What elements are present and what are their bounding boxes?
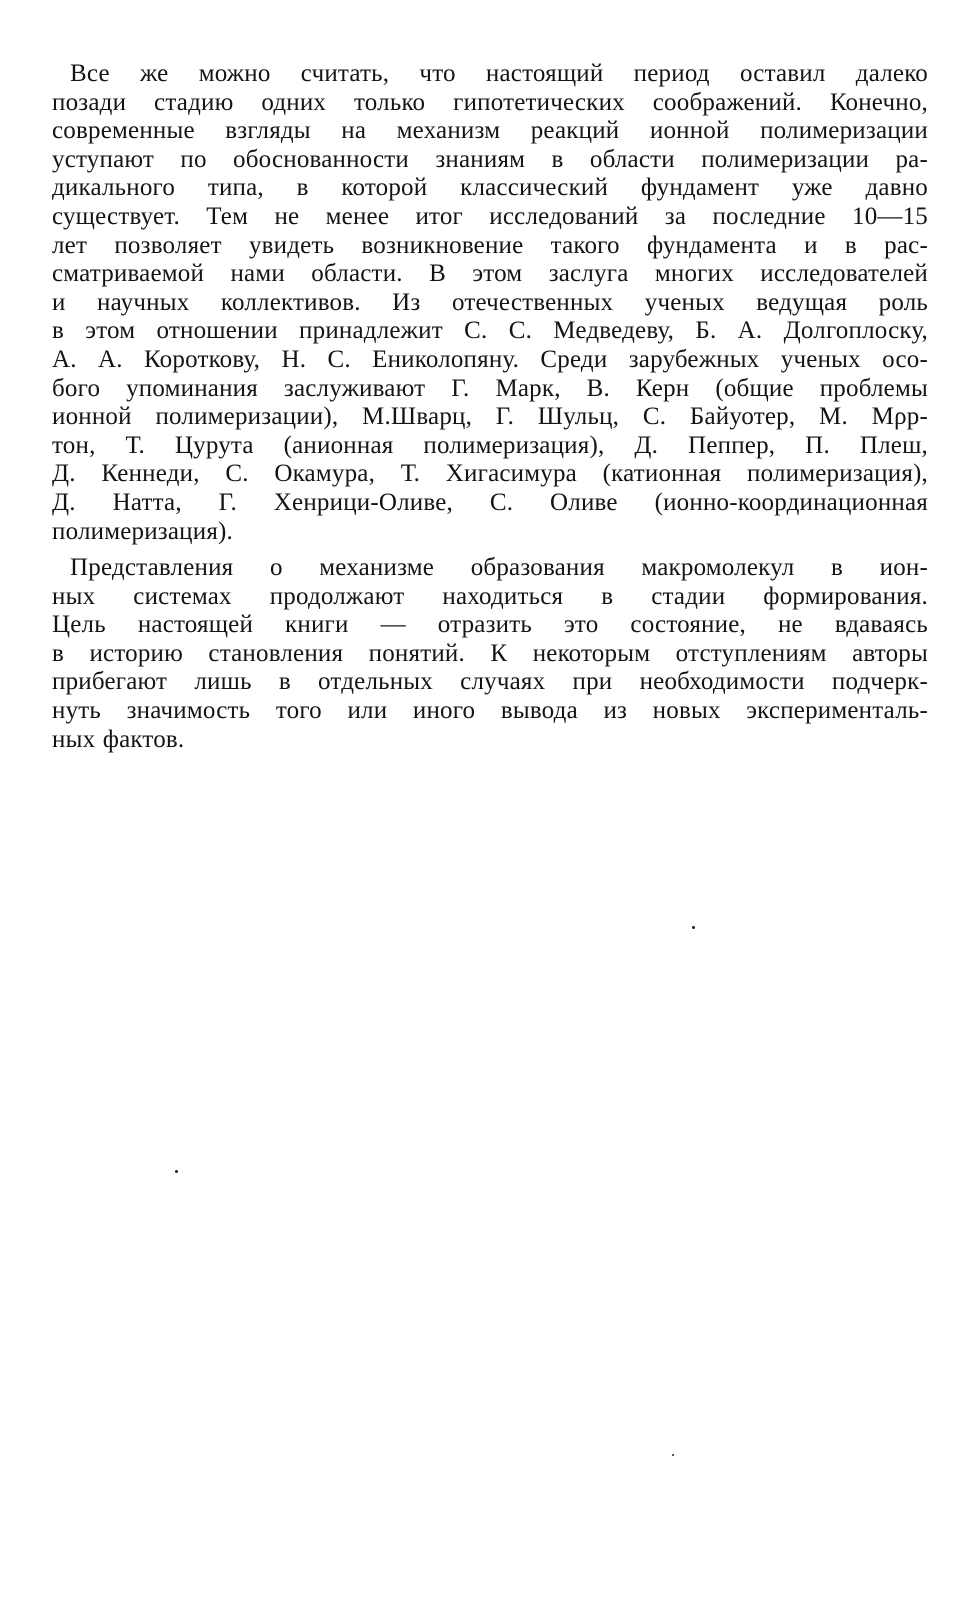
text-line: и научных коллективов. Из отечественных ученых ведущая роль [52,288,928,316]
text-line: нуть значимость того или иного вывода из новых эксперименталь- [52,697,928,725]
text-line: сматриваемой нами области. В этом заслуга многих исследователей [52,260,928,288]
body-text [52,60,928,754]
text-line: полимеризация). [52,517,234,545]
text-line: Все же можно считать, что настоящий период оставил далеко [70,60,928,87]
text-line: ионной полимеризации), М.Шварц, Г. Шульц, С. Байуотер, М. Мρр- [52,403,928,431]
paragraph-1 [52,60,928,546]
scan-speck [672,1454,674,1456]
paragraph-2 [52,554,928,754]
text-line: Д. Натта, Г. Хенрици-Оливе, С. Оливе (ионно-координационная [52,488,928,516]
text-line: дикального типа, в которой классический фундамент уже давно [52,174,928,202]
text-line: Цель настоящей книги — отразить это состояние, не вдаваясь [52,611,928,639]
text-line: А. А. Короткову, Н. С. Ениколопяну. Среди зарубежных ученых осо- [52,345,928,373]
text-line: Д. Кеннеди, С. Окамура, Т. Хигасимура (катионная полимеризация), [52,460,928,488]
text-line: прибегают лишь в отдельных случаях при необходимости подчерк- [52,668,928,696]
text-line: в историю становления понятий. К некоторым отступлениям авторы [52,639,928,667]
text-line: Представления о механизме образования макромолекул в ион- [70,554,928,582]
text-line: в этом отношении принадлежит С. С. Медведеву, Б. А. Долгоплоску, [52,317,928,345]
text-line: лет позволяет увидеть возникновение такого фундамента и в рас- [52,231,928,259]
text-line: позади стадию одних только гипотетических соображений. Конечно, [52,88,928,116]
text-line: уступают по обоснованности знаниям в области полимеризации ра- [52,145,928,173]
text-line: бого упоминания заслуживают Г. Марк, В. Керн (общие проблемы [52,374,928,402]
scan-speck [692,926,695,929]
text-line: существует. Тем не менее итог исследований за последние 10—15 [52,202,928,230]
text-line: ных системах продолжают находиться в стадии формирования. [52,582,928,610]
paragraph-spacer [52,546,928,554]
text-line: тон, Т. Цурута (анионная полимеризация), Д. Пеппер, П. Плеш, [52,431,928,459]
scan-speck [175,1170,178,1173]
text-line: ных фактов. [52,725,185,753]
text-line: современные взгляды на механизм реакций ионной полимеризации [52,117,928,145]
